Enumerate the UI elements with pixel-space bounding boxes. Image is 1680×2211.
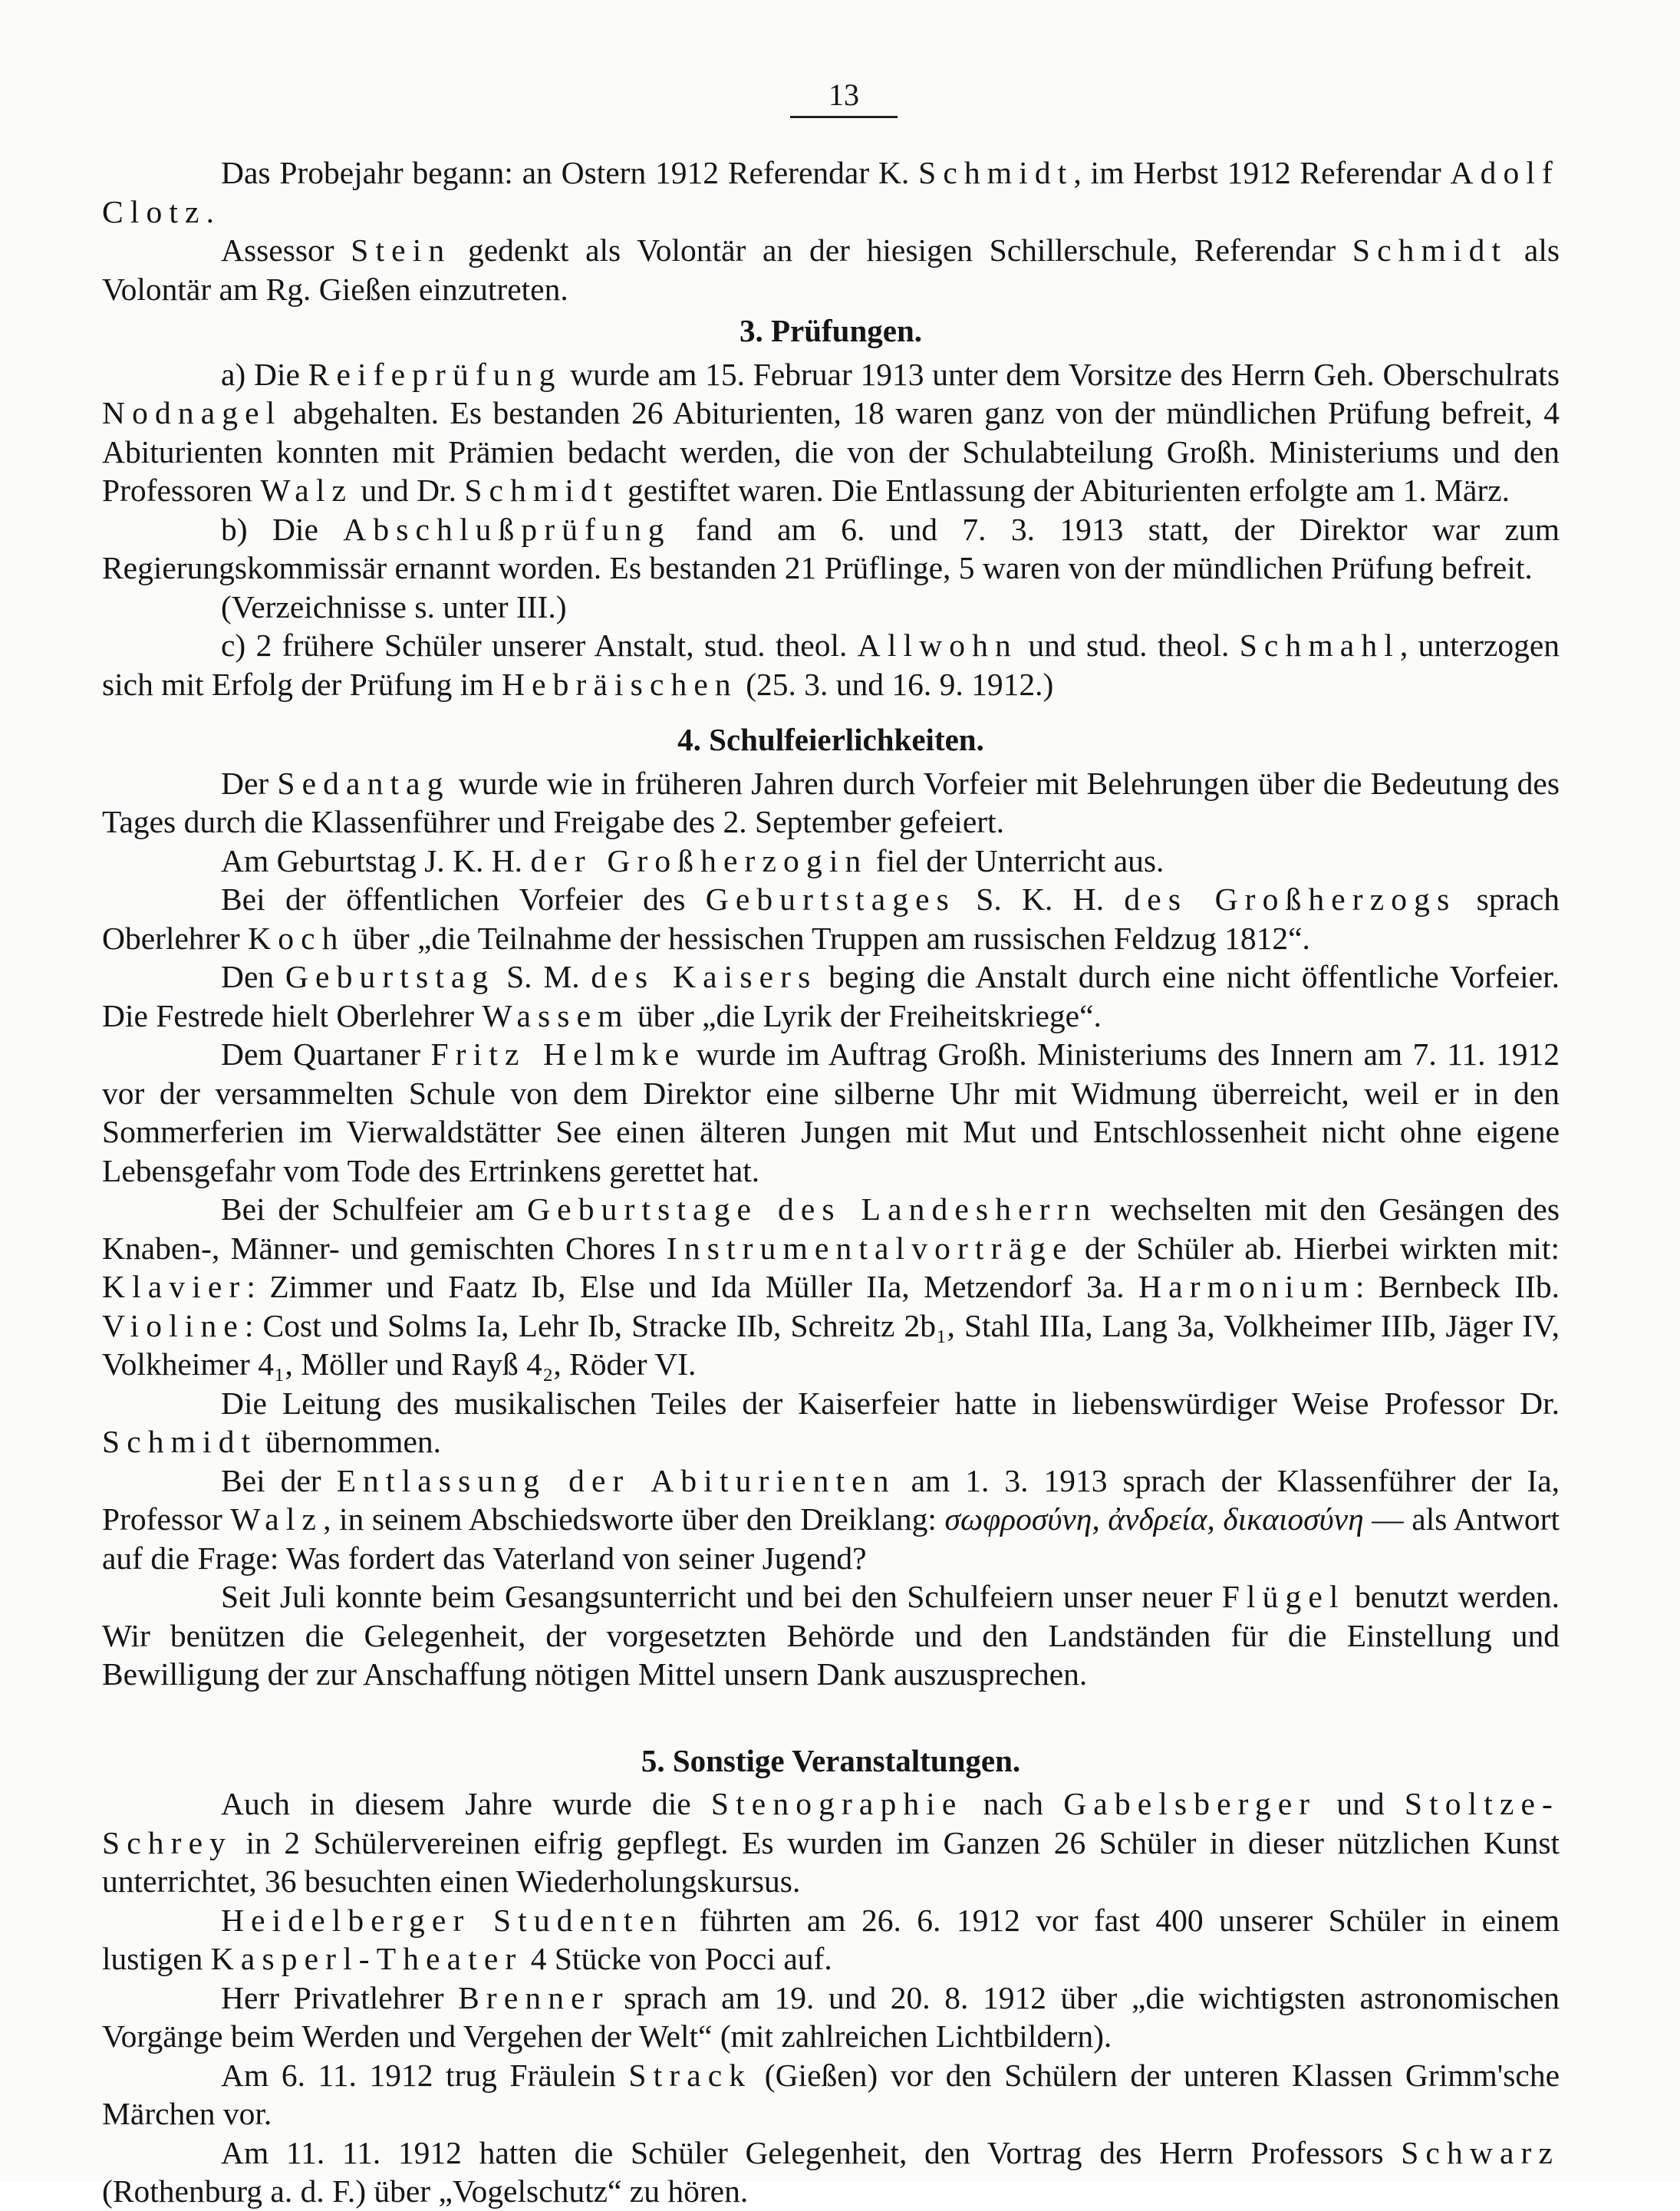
section-heading-pruefungen: 3. Prüfungen. [739,313,923,348]
paragraph-kaiser: Den Geburtstag S. M. des Kaisers beging die Anstalt durch eine nicht öffentliche Vorfeier. Die Festrede hielt Oberlehrer Wassem über „die Lyrik der Freiheitskriege“. [102,959,1560,1033]
paragraph-reifepruefung: a) Die Reifeprüfung wurde am 15. Februar 1913 unter dem Vorsitze des Herrn Geh. Oberschulrats Nodnagel abgehalten. Es bestanden 26 Abiturienten, 18 waren ganz von der mündlichen Prüfung befreit, 4 Abiturienten konnten mit Prämien bedacht werden, die von der Schulabteilung Großh. Ministeriums und den Professoren Walz und Dr. Schmidt gestiftet waren. Die Entlassung der Abiturienten erfolgte am 1. März. [102,356,1560,508]
paragraph-fluegel: Seit Juli konnte beim Gesangsunterricht und bei den Schulfeiern unser neuer Flügel benutzt werden. Wir benützen die Gelegenheit, der vorgesetzten Behörde und den Landständen für die Einstellung und Bewilligung der zur Anschaffung nötigen Mittel unsern Dank auszusprechen. [102,1579,1560,1692]
paragraph-strack: Am 6. 11. 1912 trug Fräulein Strack (Gießen) vor den Schülern der unteren Klassen Grimm'sche Märchen vor. [102,2057,1560,2131]
paragraph-assessor: Assessor Stein gedenkt als Volontär an der hiesigen Schillerschule, Referendar Schmidt als Volontär am Rg. Gießen einzutreten. [102,232,1560,307]
document-body [102,153,1560,2211]
paragraph-helmke: Dem Quartaner Fritz Helmke wurde im Auftrag Großh. Ministeriums des Innern am 7. 11. 1912 vor der versammelten Schule von dem Direktor eine silberne Uhr mit Widmung überreicht, weil er in den Sommerferien im Vierwaldstätter See einen älteren Jungen mit Mut und Entschlossenheit nicht ohne eigene Lebensgefahr vom Tode des Ertrinkens gerettet hat. [102,1036,1560,1188]
paragraph-hebraeisch: c) 2 frühere Schüler unserer Anstalt, stud. theol. Allwohn und stud. theol. Schmahl, unterzogen sich mit Erfolg der Prüfung im Hebräischen (25. 3. und 16. 9. 1912.) [102,628,1560,702]
paragraph-brenner: Herr Privatlehrer Brenner sprach am 19. und 20. 8. 1912 über „die wichtigsten astronomischen Vorgänge beim Werden und Vergehen der Welt“ (mit zahlreichen Lichtbildern). [102,1979,1560,2054]
paragraph-grossherzog: Bei der öffentlichen Vorfeier des Geburtstages S. K. H. des Großherzogs sprach Oberlehrer Koch über „die Teilnahme der hessischen Truppen am russischen Feldzug 1812“. [102,881,1560,956]
paragraph-stenographie: Auch in diesem Jahre wurde die Stenographie nach Gabelsberger und Stoltze-Schrey in 2 Schülervereinen eifrig gepflegt. Es wurden im Ganzen 26 Schüler in dieser nützlichen Kunst unterrichtet, 36 besuchten einen Wiederholungskursus. [102,1786,1560,1899]
paragraph-kasperl-theater: Heidelberger Studenten führten am 26. 6. 1912 vor fast 400 unserer Schüler in einem lustigen Kasperl-Theater 4 Stücke von Pocci auf. [102,1902,1560,1976]
paragraph-probejahr: Das Probejahr begann: an Ostern 1912 Referendar K. Schmidt, im Herbst 1912 Referendar Adolf Clotz. [102,155,1560,229]
paragraph-schwarz: Am 11. 11. 1912 hatten die Schüler Gelegenheit, den Vortrag des Herrn Professors Schwarz (Rothenburg a. d. F.) über „Vogelschutz“ zu hören. [102,2134,1560,2209]
paragraph-entlassung: Bei der Entlassung der Abiturienten am 1. 3. 1913 sprach der Klassenführer der Ia, Professor Walz, in seinem Abschiedsworte über den Dreiklang: σωφροσύνη, ἀνδρεία, δικαιοσύνη — als Antwort auf die Frage: Was fordert das Vaterland von seiner Jugend? [102,1462,1560,1576]
paragraph-kaiserfeier-leitung: Die Leitung des musikalischen Teiles der Kaiserfeier hatte in liebenswürdiger Weise Professor Dr. Schmidt übernommen. [102,1385,1560,1459]
section-heading-schulfeierlichkeiten: 4. Schulfeierlichkeiten. [677,722,984,757]
section-heading-sonstige-veranstaltungen: 5. Sonstige Veranstaltungen. [641,1742,1021,1778]
paragraph-grossherzogin: Am Geburtstag J. K. H. der Großherzogin fiel der Unterricht aus. [221,842,1164,878]
paragraph-sedantag: Der Sedantag wurde wie in früheren Jahren durch Vorfeier mit Belehrungen über die Bedeutung des Tages durch die Klassenführer und Freigabe des 2. September gefeiert. [102,765,1560,839]
paragraph-landesherrn: Bei der Schulfeier am Geburtstage des Landesherrn wechselten mit den Gesängen des Knaben-, Männer- und gemischten Chores Instrumentalvorträge der Schüler ab. Hierbei wirkten mit: Klavier: Zimmer und Faatz Ib, Else und Ida Müller IIa, Metzendorf 3a. Harmonium: Bernbeck IIb. Violine: Cost und Solms Ia, Lehr Ib, Stracke IIb, Schreitz 2b₁, Stahl IIIa, Lang 3a, Volkheimer IIIb, Jäger IV, Volkheimer 4₁, Möller und Rayß 4₂, Röder VI. [102,1191,1560,1382]
paragraph-abschlusspruefung: b) Die Abschlußprüfung fand am 6. und 7. 3. 1913 statt, der Direktor war zum Regierungskommissär ernannt worden. Es bestanden 21 Prüflinge, 5 waren von der mündlichen Prüfung befreit. [102,511,1560,585]
page-number: 13 [790,77,898,118]
paragraph-verzeichnisse: (Verzeichnisse s. unter III.) [221,588,567,624]
